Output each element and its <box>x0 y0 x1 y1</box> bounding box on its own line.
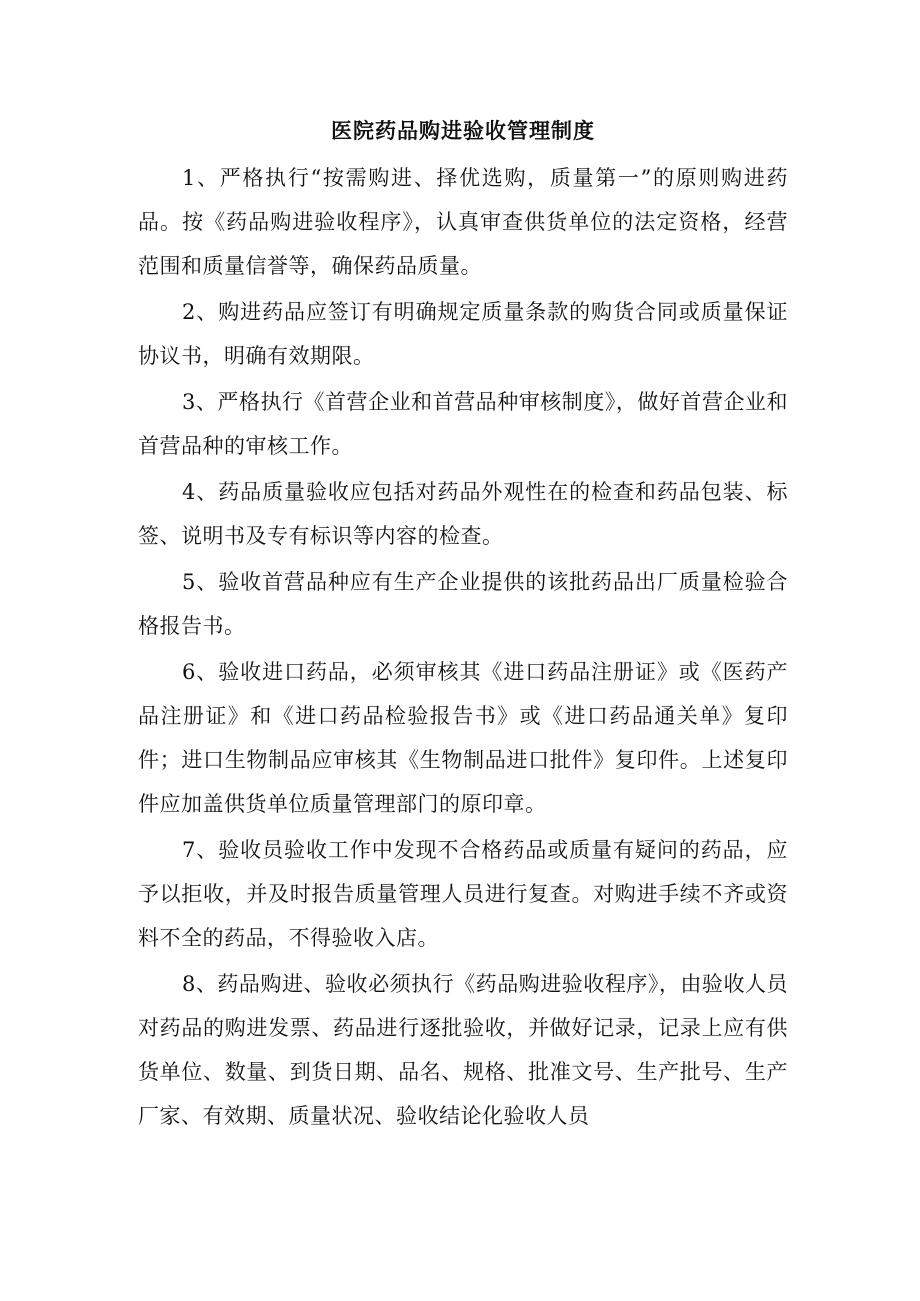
paragraph-3: 3、严格执行《首营企业和首营品种审核制度》，做好首营企业和首营品种的审核工作。 <box>138 390 788 458</box>
paragraph-8: 8、药品购进、验收必须执行《药品购进验收程序》，由验收人员对药品的购进发票、药品进行逐批验收，并做好记录，记录上应有供货单位、数量、到货日期、品名、规格、批准文号、生产批号、生产厂家、有效期、质量状况、验收结论化验收人员 <box>138 972 788 1128</box>
document-page <box>138 116 788 1140</box>
paragraph-5: 5、验收首营品种应有生产企业提供的该批药品出厂质量检验合格报告书。 <box>138 570 788 638</box>
paragraph-6: 6、验收进口药品，必须审核其《进口药品注册证》或《医药产品注册证》和《进口药品检验报告书》或《进口药品通关单》复印件；进口生物制品应审核其《生物制品进口批件》复印件。上述复印件应加盖供货单位质量管理部门的原印章。 <box>138 660 788 816</box>
paragraph-1: 1、严格执行“按需购进、择优选购，质量第一”的原则购进药品。按《药品购进验收程序》，认真审查供货单位的法定资格，经营范围和质量信誉等，确保药品质量。 <box>138 166 788 278</box>
paragraph-4: 4、药品质量验收应包括对药品外观性在的检查和药品包装、标签、说明书及专有标识等内容的检查。 <box>138 480 788 548</box>
document-title: 医院药品购进验收管理制度 <box>331 118 595 143</box>
paragraph-7: 7、验收员验收工作中发现不合格药品或质量有疑问的药品，应予以拒收，并及时报告质量管理人员进行复查。对购进手续不齐或资料不全的药品，不得验收入店。 <box>138 838 788 950</box>
paragraph-2: 2、购进药品应签订有明确规定质量条款的购货合同或质量保证协议书，明确有效期限。 <box>138 300 788 368</box>
